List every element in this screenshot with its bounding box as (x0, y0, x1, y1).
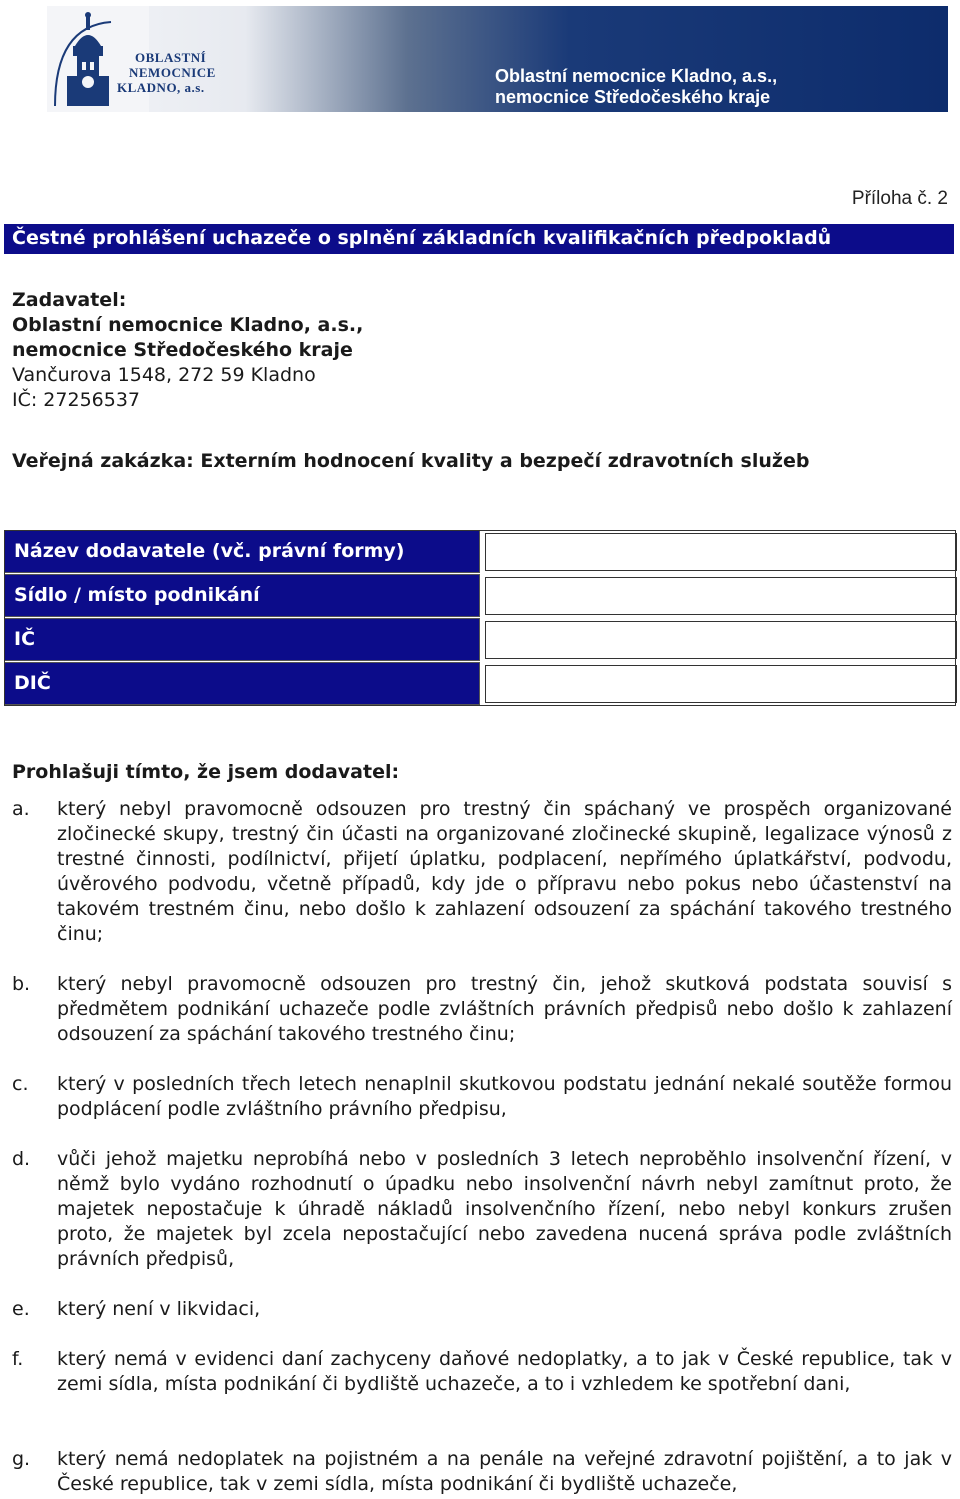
form-label-cell (4, 574, 480, 617)
form-label-dic: DIČ (14, 672, 51, 694)
list-item-letter: g. (12, 1448, 31, 1470)
banner-title-line-2: nemocnice Středočeského kraje (495, 87, 771, 107)
list-item-text: vůči jehož majetku neprobíhá nebo v posledních 3 letech neproběhlo insolvenční řízení, v němž bylo vydáno rozhodnutí o úpadku nebo insolvenční návrh nebyl zamítnut proto, že majetek nepostačuje k úhradě nákladů insolvenčního řízení, nebo nebyl konkurs zrušen proto, že majetek byl zcela nepostačující nebo zavedena nucená správa podle zvláštních právních předpisů, (57, 1148, 952, 1270)
supplier-form-table (4, 530, 956, 706)
logo-line-3: KLADNO, a.s. (117, 80, 205, 95)
logo-wordmark (117, 50, 216, 95)
list-item-text: který nebyl pravomocně odsouzen pro trestný čin spáchaný ve prospěch organizované zločinecké skupy, trestný čin účasti na organizované zločinecké skupině, legalizace výnosů z trestné činnosti, podílnictví, přijetí úplatku, podplacení, nepřímého úplatkářství, podvodu, úvěrového podvodu, včetně případů, kdy jde o přípravu nebo pokus nebo účastenství na takovém trestném činu, nebo došlo k zahlazení odsouzení za spáchání takového trestného činu; (57, 798, 952, 945)
list-item-text: který není v likvidaci, (57, 1298, 261, 1320)
declaration-heading: Prohlašuji tímto, že jsem dodavatel: (12, 761, 400, 783)
list-item-text: který nebyl pravomocně odsouzen pro trestný čin, jehož skutková podstata souvisí s předmětem podnikání uchazeče podle zvláštních právních předpisů nebo došlo k zahlazení odsouzení za spáchání takového trestného činu; (57, 973, 952, 1045)
list-item-letter: b. (12, 973, 31, 995)
header-banner (47, 6, 948, 112)
document-title-bar (4, 224, 954, 254)
supplier-dic-field[interactable] (485, 665, 957, 703)
list-item-text: který nemá v evidenci daní zachyceny daňové nedoplatky, a to jak v České republice, tak v zemi sídla, místa podnikání či bydliště uchazeče, a to i vzhledem ke spotřební dani, (57, 1348, 952, 1395)
list-item-letter: c. (12, 1073, 29, 1095)
document-title: Čestné prohlášení uchazeče o splnění základních kvalifikačních předpokladů (12, 227, 832, 249)
list-item-text: který nemá nedoplatek na pojistném a na penále na veřejné zdravotní pojištění, a to jak v České republice, tak v zemi sídla, místa podnikání či bydliště uchazeče, (57, 1448, 952, 1495)
supplier-ic-field[interactable] (485, 621, 957, 659)
list-item-text: který v posledních třech letech nenaplnil skutkovou podstatu jednání nekalé soutěže formou podplácení podle zvláštního právního předpisu, (57, 1073, 952, 1120)
list-item-letter: e. (12, 1298, 30, 1320)
supplier-name-field[interactable] (485, 533, 957, 571)
attachment-label: Příloha č. 2 (851, 188, 948, 209)
list-item-letter: f. (12, 1348, 24, 1370)
contracting-name-line-1: Oblastní nemocnice Kladno, a.s., (12, 314, 364, 336)
contracting-ic: IČ: 27256537 (12, 389, 141, 411)
contracting-address: Vančurova 1548, 272 59 Kladno (12, 364, 316, 386)
form-row-seat (4, 574, 956, 617)
form-label-cell (4, 530, 480, 573)
form-label-ic: IČ (14, 628, 36, 650)
contracting-authority (12, 288, 363, 413)
form-label-seat: Sídlo / místo podnikání (14, 584, 260, 606)
list-item-letter: a. (12, 798, 30, 820)
contracting-heading: Zadavatel: (12, 289, 127, 311)
logo-line-2: NEMOCNICE (129, 65, 216, 80)
form-row-dic (4, 662, 956, 705)
form-row-name (4, 530, 956, 573)
public-contract-name: Veřejná zakázka: Externím hodnocení kvality a bezpečí zdravotních služeb (12, 450, 810, 472)
supplier-seat-field[interactable] (485, 577, 957, 615)
logo-line-1: OBLASTNÍ (135, 50, 207, 65)
list-item-letter: d. (12, 1148, 31, 1170)
banner-title-line-1: Oblastní nemocnice Kladno, a.s., (495, 66, 778, 86)
contracting-name-line-2: nemocnice Středočeského kraje (12, 339, 353, 361)
form-label-cell (4, 618, 480, 661)
form-label-supplier-name: Název dodavatele (vč. právní formy) (14, 540, 405, 562)
form-row-ic (4, 618, 956, 661)
form-label-cell (4, 662, 480, 705)
